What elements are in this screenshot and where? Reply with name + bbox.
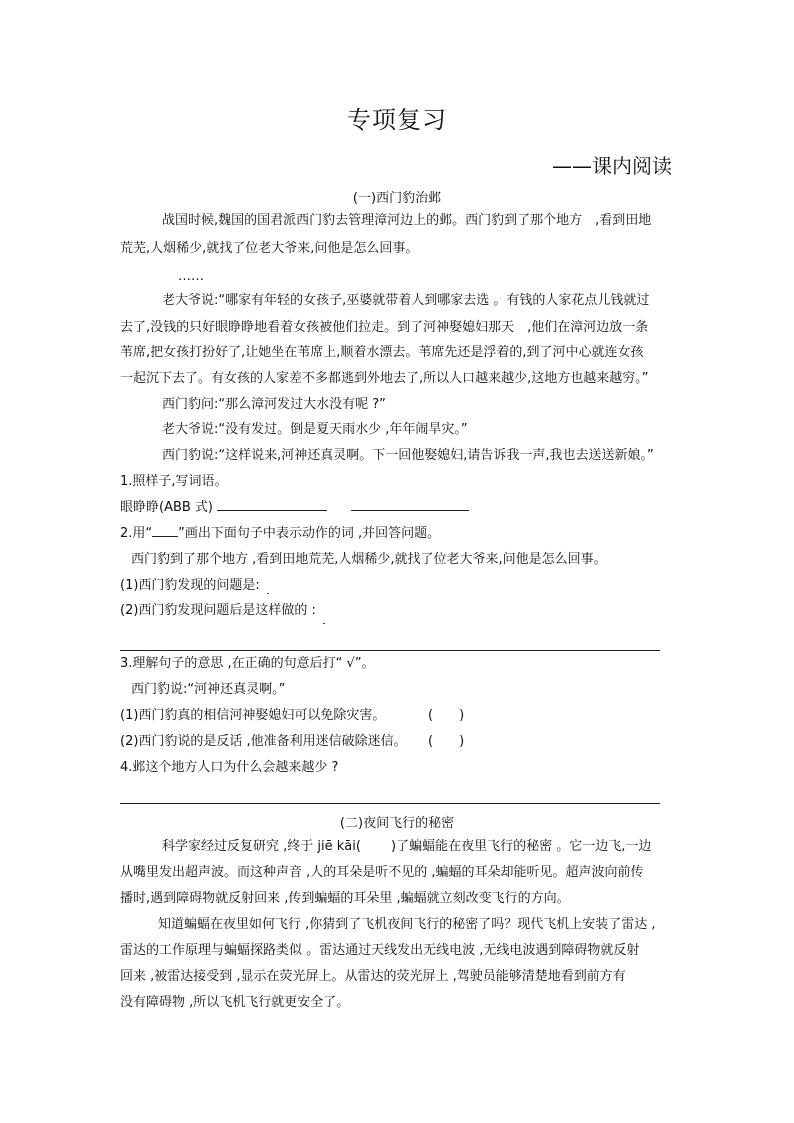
passage2-line: 科学家经过反复研究 ,终于 jiē kāi( )了蝙蝠能在夜里飞行的秘密 。它一边飞,一边 — [162, 839, 652, 854]
passage1-line: 一起沉下去了。有女孩的人家差不多都逃到外地去了,所以人口越来越少,这地方也越来越穷。” — [120, 371, 649, 386]
answer-blank-2[interactable] — [351, 510, 469, 511]
passage2-line: 雷达的工作原理与蝙蝠探路类似 。雷达通过天线发出无线电波 ,无线电波遇到障碍物就反射 — [120, 943, 640, 958]
passage1-line: 老大爷说:“哪家有年轻的女孩子,巫婆就带着人到哪家去选 。有钱的人家花点儿钱就过 — [162, 293, 650, 308]
question-2-suffix: ”画出下面句子中表示动作的词 ,并回答问题。 — [178, 526, 441, 541]
answer-line[interactable] — [120, 650, 660, 651]
answer-blank-1[interactable] — [217, 510, 327, 511]
passage2-line: 知道蝙蝠在夜里如何飞行 ,你猜到了飞机夜间飞行的秘密了吗？现代飞机上安装了雷达 , — [158, 917, 656, 932]
question-3: 3.理解句子的意思 ,在正确的句意后打“ √”。 — [120, 656, 375, 671]
answer-mark — [267, 593, 269, 594]
question-1-example-label: 眼睁睁(ABB 式) — [120, 500, 214, 515]
page-title: 专项复习 — [347, 106, 447, 134]
passage1-line: 西门豹说:“这样说来,河神还真灵啊。下一回他娶媳妇,请告诉我一声,我也去送送新娘。” — [162, 448, 654, 463]
passage1-ellipsis: …… — [178, 269, 204, 284]
underline-sample — [152, 536, 178, 537]
question-1-example — [120, 499, 469, 517]
question-2-part-a: (1)西门豹发现的问题是: — [120, 578, 260, 593]
question-4: 4.邺这个地方人口为什么会越来越少 ? — [120, 760, 339, 775]
passage1-line: 去了,没钱的只好眼睁睁地看着女孩被他们拉走。到了河神娶媳妇那天 ,他们在漳河边放一条 — [120, 320, 649, 335]
question-2-prefix: 2.用“ — [120, 526, 153, 541]
answer-line[interactable] — [120, 803, 660, 804]
question-2 — [120, 525, 440, 543]
section2-heading: (二)夜间飞行的秘密 — [339, 816, 455, 831]
answer-mark — [323, 623, 325, 624]
passage1-line: 苇席,把女孩打扮好了,让她坐在苇席上,顺着水漂去。苇席先还是浮着的,到了河中心就连女孩 — [120, 345, 644, 360]
question-2-sentence: 西门豹到了那个地方 ,看到田地荒芜,人烟稀少,就找了位老大爷来,问他是怎么回事。 — [131, 552, 607, 567]
passage1-line: 荒芜,人烟稀少,就找了位老大爷来,问他是怎么回事。 — [120, 241, 419, 256]
passage2-line: 回来 ,被雷达接受到 ,显示在荧光屏上。从雷达的荧光屏上 ,驾驶员能够清楚地看到前方有 — [120, 969, 626, 984]
question-3-checkbox-2[interactable]: ( ) — [428, 734, 465, 749]
question-2-part-b: (2)西门豹发现问题后是这样做的 : — [120, 603, 316, 618]
passage2-line: 从嘴里发出超声波。而这种声音 ,人的耳朵是听不见的 ,蝙蝠的耳朵却能听见。超声波向前传 — [120, 865, 644, 880]
passage2-line: 没有障碍物 ,所以飞机飞行就更安全了。 — [120, 995, 350, 1010]
question-1: 1.照样子,写词语。 — [120, 474, 228, 489]
page-subtitle: ——课内阅读 — [552, 154, 672, 178]
question-3-checkbox-1[interactable]: ( ) — [428, 708, 465, 723]
question-3-option-1: (1)西门豹真的相信河神娶媳妇可以免除灾害。 — [120, 708, 386, 723]
question-3-quote: 西门豹说:“河神还真灵啊。” — [131, 682, 286, 697]
passage1-line: 西门豹问:“那么漳河发过大水没有呢 ?” — [162, 397, 386, 412]
section1-heading: (一)西门豹治邺 — [352, 191, 442, 206]
passage1-line: 战国时候,魏国的国君派西门豹去管理漳河边上的邺。西门豹到了那个地方 ,看到田地 — [162, 213, 652, 228]
question-3-option-2: (2)西门豹说的是反话 ,他准备利用迷信破除迷信。 — [120, 734, 407, 749]
passage1-line: 老大爷说:“没有发过。倒是夏天雨水少 ,年年闹旱灾。” — [162, 422, 468, 437]
passage2-line: 播时,遇到障碍物就反射回来 ,传到蝙蝠的耳朵里 ,蝙蝠就立刻改变飞行的方向。 — [120, 891, 570, 906]
